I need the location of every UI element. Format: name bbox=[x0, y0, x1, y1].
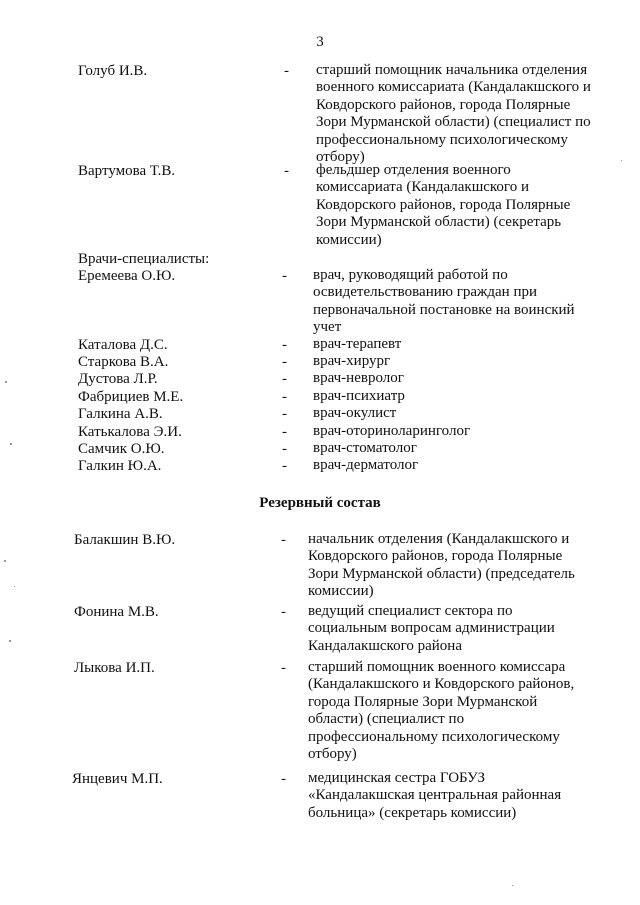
dash: - bbox=[282, 389, 287, 405]
description-line: Ковдорского районов, города Полярные bbox=[316, 196, 571, 213]
position-description bbox=[313, 440, 613, 457]
position-description bbox=[313, 336, 613, 353]
dash: - bbox=[281, 532, 286, 548]
person-name: Балакшин В.Ю. bbox=[74, 532, 176, 548]
description-line: профессиональному психологическому bbox=[308, 728, 560, 745]
position-description bbox=[313, 370, 613, 387]
description-line: первоначальной постановке на воинский bbox=[313, 301, 575, 318]
description-line: больница» (секретарь комиссии) bbox=[308, 804, 517, 821]
dash: - bbox=[282, 441, 287, 457]
description-line: Кандалакшского района bbox=[308, 637, 462, 654]
scan-speck bbox=[4, 560, 6, 562]
scan-speck bbox=[9, 640, 11, 642]
description-line: ведущий специалист сектора по bbox=[308, 603, 513, 619]
person-name: Вартумова Т.В. bbox=[78, 163, 176, 179]
position-description bbox=[313, 388, 613, 405]
description-line: врач-дерматолог bbox=[313, 457, 419, 473]
description-line: начальник отделения (Кандалакшского и bbox=[308, 531, 570, 547]
description-line: города Полярные Зори Мурманской bbox=[308, 693, 538, 710]
description-line: Зори Мурманской области) (председатель bbox=[308, 565, 575, 582]
description-line: комиссии) bbox=[308, 583, 374, 600]
dash: - bbox=[284, 163, 289, 179]
description-line: военного комиссариата (Кандалакшского и bbox=[316, 79, 591, 96]
position-description bbox=[313, 457, 613, 474]
description-line: врач-окулист bbox=[313, 405, 397, 421]
scan-speck bbox=[5, 381, 7, 383]
dash: - bbox=[281, 771, 286, 787]
description-line: врач-оториноларинголог bbox=[313, 423, 471, 439]
person-name: Лыкова И.П. bbox=[74, 660, 155, 676]
description-line: медицинская сестра ГОБУЗ bbox=[308, 770, 486, 786]
description-line: профессиональному психологическому bbox=[316, 131, 568, 148]
description-line: врач-терапевт bbox=[313, 336, 402, 352]
position-description bbox=[313, 423, 613, 440]
page-number: 3 bbox=[316, 34, 324, 50]
description-line: врач-стоматолог bbox=[313, 440, 417, 456]
scan-speck bbox=[14, 586, 15, 587]
person-name: Дустова Л.Р. bbox=[78, 371, 158, 387]
position-description bbox=[308, 770, 608, 822]
position-description bbox=[316, 62, 616, 166]
description-line: «Кандалакшская центральная районная bbox=[308, 787, 562, 804]
person-name: Старкова В.А. bbox=[78, 354, 169, 370]
description-line: врач-невролог bbox=[313, 370, 404, 386]
person-name: Янцевич М.П. bbox=[72, 771, 163, 787]
description-line: Зори Мурманской области) (специалист по bbox=[316, 114, 591, 131]
person-name: Фабрициев М.Е. bbox=[78, 389, 184, 405]
description-line: Ковдорского районов, города Полярные bbox=[308, 548, 563, 565]
dash: - bbox=[282, 268, 287, 284]
person-name: Каталова Д.С. bbox=[78, 337, 168, 353]
description-line: врач-психиатр bbox=[313, 388, 405, 404]
dash: - bbox=[281, 604, 286, 620]
person-name: Еремеева О.Ю. bbox=[78, 268, 176, 284]
description-line: отбору) bbox=[308, 746, 357, 763]
person-name: Фонина М.В. bbox=[74, 604, 159, 620]
position-description bbox=[308, 603, 608, 655]
description-line: комиссии) bbox=[316, 231, 382, 248]
description-line: области) (специалист по bbox=[308, 711, 465, 728]
dash: - bbox=[282, 424, 287, 440]
description-line: старший помощник военного комиссара bbox=[308, 659, 566, 675]
person-name: Голуб И.В. bbox=[78, 63, 148, 79]
doctors-heading: Врачи-специалисты: bbox=[78, 251, 210, 267]
scan-speck bbox=[512, 885, 513, 886]
description-line: Ковдорского районов, города Полярные bbox=[316, 96, 571, 113]
person-name: Галкина А.В. bbox=[78, 406, 163, 422]
position-description bbox=[316, 162, 616, 249]
description-line: (Кандалакшского и Ковдорского районов, bbox=[308, 676, 575, 693]
description-line: врач-хирург bbox=[313, 353, 391, 369]
dash: - bbox=[282, 337, 287, 353]
description-line: врач, руководящий работой по bbox=[313, 267, 508, 283]
position-description bbox=[313, 353, 613, 370]
scan-speck bbox=[10, 443, 12, 445]
person-name: Самчик О.Ю. bbox=[78, 441, 165, 457]
description-line: отбору) bbox=[316, 149, 365, 166]
position-description bbox=[308, 659, 608, 763]
position-description bbox=[308, 531, 608, 601]
dash: - bbox=[284, 63, 289, 79]
description-line: старший помощник начальника отделения bbox=[316, 62, 588, 78]
description-line: учет bbox=[313, 319, 342, 336]
description-line: фельдшер отделения военного bbox=[316, 162, 511, 178]
dash: - bbox=[282, 458, 287, 474]
description-line: социальным вопросам администрации bbox=[308, 620, 555, 637]
scan-speck bbox=[621, 160, 622, 161]
reserve-heading: Резервный состав bbox=[259, 495, 381, 511]
position-description bbox=[313, 405, 613, 422]
person-name: Галкин Ю.А. bbox=[78, 458, 162, 474]
dash: - bbox=[281, 660, 286, 676]
description-line: освидетельствованию граждан при bbox=[313, 284, 538, 301]
dash: - bbox=[282, 354, 287, 370]
dash: - bbox=[282, 371, 287, 387]
dash: - bbox=[282, 406, 287, 422]
person-name: Катькалова Э.И. bbox=[78, 424, 182, 440]
description-line: комиссариата (Кандалакшского и bbox=[316, 179, 529, 196]
description-line: Зори Мурманской области) (секретарь bbox=[316, 214, 562, 231]
position-description bbox=[313, 267, 613, 337]
